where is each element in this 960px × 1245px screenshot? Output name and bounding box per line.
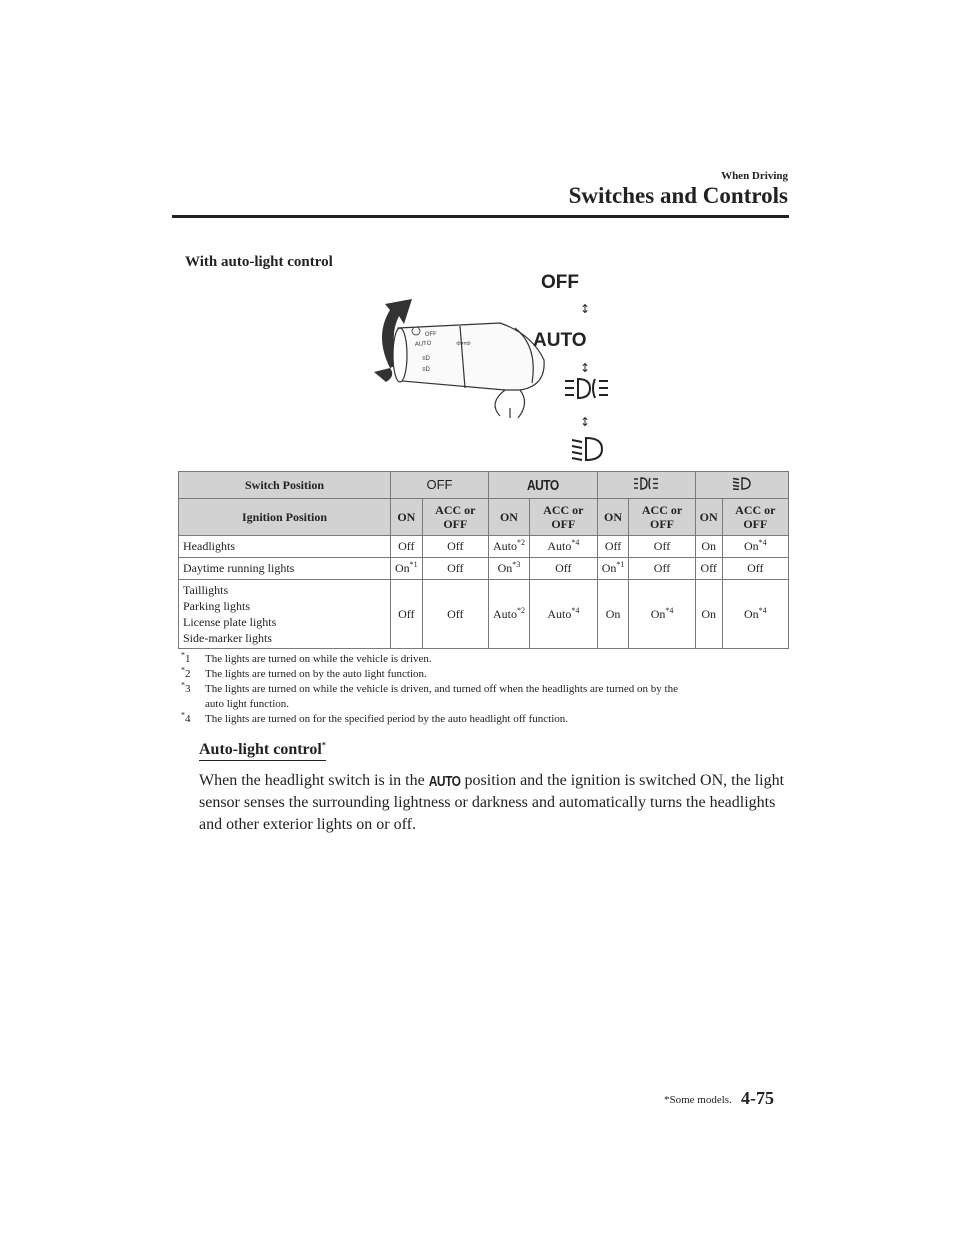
ignition-cell: ACC or OFF [529, 499, 597, 536]
auto-inline-label: AUTO [428, 772, 461, 790]
headlight-parking-icon [565, 379, 608, 398]
table-row-exterior-lights [179, 580, 789, 649]
ignition-cell: ACC or OFF [722, 499, 788, 536]
svg-text:OFF: OFF [424, 330, 438, 338]
footnote: *4 The lights are turned on for the specified period by the auto headlight off function. [181, 710, 568, 725]
table-cell: Auto$^{*2}$ [488, 580, 529, 649]
table-cell: Off [629, 536, 695, 558]
headlight-switch-figure [360, 268, 630, 468]
section-heading: Auto-light control* [199, 741, 326, 761]
footnotes [181, 652, 786, 727]
table-cell: Auto$^{*2}$ [488, 536, 529, 558]
position-parking [597, 472, 695, 499]
table-cell: On$^{*4}$ [722, 580, 788, 649]
table-cell: Off [629, 558, 695, 580]
ignition-position-row [179, 499, 789, 536]
body-paragraph: When the headlight switch is in the AUTO position and the ignition is switched ON, the light sensor senses the surrounding lightness or darkness and automatically turns the headlights and other exterior lights on or off. [199, 770, 789, 836]
switch-position-label: Switch Position [179, 472, 391, 499]
svg-text:≡D: ≡D [422, 367, 430, 373]
switch-position-row [179, 472, 789, 499]
table-cell: Off [597, 536, 629, 558]
table-cell: On [695, 536, 722, 558]
table-cell: Off [422, 536, 488, 558]
table-cell: On$^{*1}$ [391, 558, 423, 580]
table-cell: Off [422, 580, 488, 649]
row-label: Taillights Parking lights License plate lights Side-marker lights [179, 580, 391, 649]
table-cell: Off [391, 580, 423, 649]
table-cell: On$^{*3}$ [488, 558, 529, 580]
label-auto: AUTO [533, 330, 587, 351]
table-cell: Off [722, 558, 788, 580]
header-rule [172, 215, 789, 218]
table-cell: On$^{*1}$ [597, 558, 629, 580]
parking-lights-icon [633, 477, 659, 490]
svg-text:≡D: ≡D [422, 356, 430, 362]
position-auto: AUTO [488, 472, 597, 499]
footnote: *3 The lights are turned on while the vehicle is driven, and turned off when the headlights are turned on by the auto light function. [181, 680, 678, 710]
label-off: OFF [541, 272, 579, 293]
page-title: Switches and Controls [568, 183, 788, 208]
ignition-cell: ON [695, 499, 722, 536]
table-cell: On [695, 580, 722, 649]
row-label: Headlights [179, 536, 391, 558]
ignition-cell: ACC or OFF [629, 499, 695, 536]
ignition-cell: ON [488, 499, 529, 536]
headlights-icon [732, 477, 752, 490]
footnote: *1 The lights are turned on while the vehicle is driven. [181, 650, 432, 665]
table-cell: Off [422, 558, 488, 580]
table-cell: On [597, 580, 629, 649]
table-cell: Off [391, 536, 423, 558]
table-row-daytime [179, 558, 789, 580]
footer-note: *Some models. [664, 1094, 732, 1106]
svg-text:↕: ↕ [579, 361, 591, 375]
svg-text:⇦⇨: ⇦⇨ [456, 338, 472, 348]
low-beam-icon [572, 438, 602, 460]
table-cell: Auto$^{*4}$ [529, 580, 597, 649]
position-headlights [695, 472, 788, 499]
row-label: Daytime running lights [179, 558, 391, 580]
table-cell: On$^{*4}$ [629, 580, 695, 649]
svg-text:AUTO: AUTO [414, 340, 432, 348]
lights-table [178, 471, 789, 649]
svg-text:↕: ↕ [579, 302, 591, 316]
ignition-cell: ACC or OFF [422, 499, 488, 536]
table-cell: Off [695, 558, 722, 580]
page-number: 4-75 [741, 1088, 774, 1108]
ignition-cell: ON [597, 499, 629, 536]
table-row-headlights [179, 536, 789, 558]
ignition-cell: ON [391, 499, 423, 536]
table-cell: Auto$^{*4}$ [529, 536, 597, 558]
table-cell: Off [529, 558, 597, 580]
table-cell: On$^{*4}$ [722, 536, 788, 558]
footnote: *2 The lights are turned on by the auto light function. [181, 665, 427, 680]
header-section-label: When Driving [721, 170, 788, 182]
svg-text:↕: ↕ [579, 415, 591, 429]
ignition-position-label: Ignition Position [179, 499, 391, 536]
position-off: OFF [391, 472, 489, 499]
subheading: With auto-light control [185, 254, 333, 270]
